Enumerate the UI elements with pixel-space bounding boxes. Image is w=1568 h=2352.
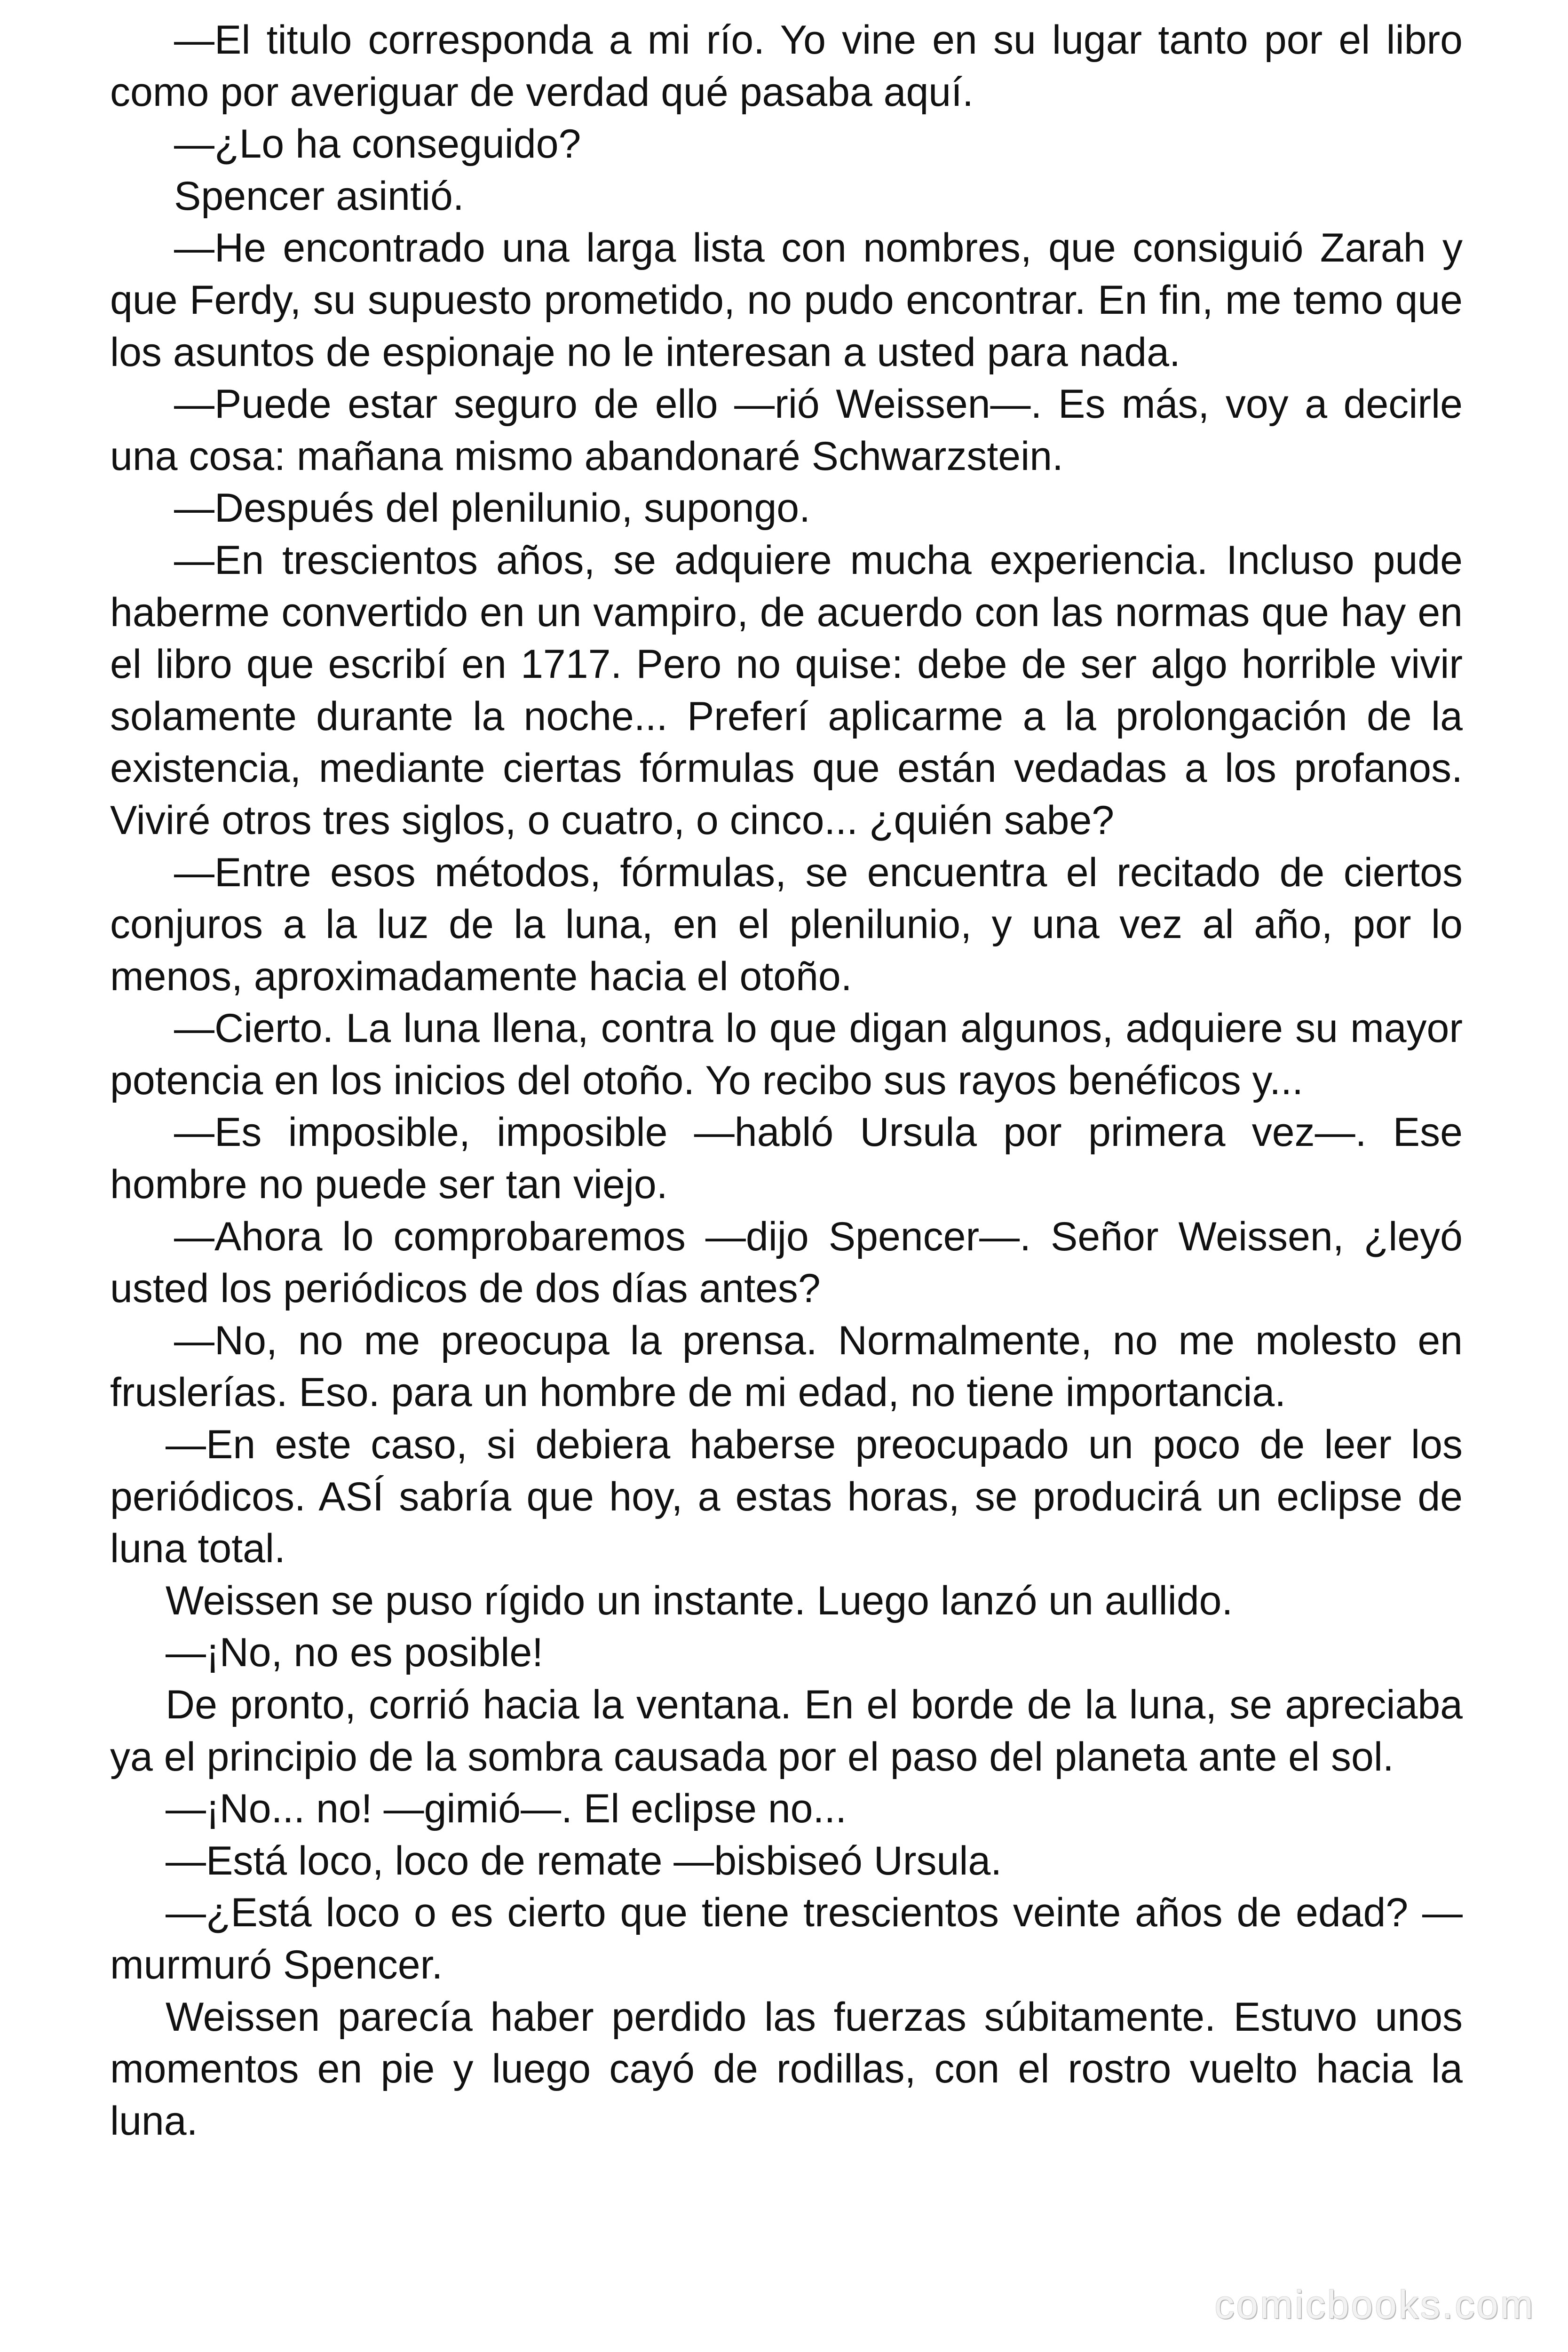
paragraph-17: —¡No... no! —gimió—. El eclipse no... bbox=[166, 1786, 847, 1832]
paragraph-10: —Es imposible, imposible —habló Ursula por primera vez—. Ese hombre no puede ser tan viejo. bbox=[110, 1110, 1463, 1208]
paragraph-12: —No, no me preocupa la prensa. Normalmente, no me molesto en fruslerías. Eso. para un hombre de mi edad, no tiene importancia. bbox=[110, 1318, 1463, 1415]
paragraph-16: De pronto, corrió hacia la ventana. En el borde de la luna, se apreciaba ya el principio de la sombra causada por el paso del planeta ante el sol. bbox=[110, 1682, 1463, 1780]
paragraph-13: —En este caso, si debiera haberse preocupado un poco de leer los periódicos. ASÍ sabría que hoy, a estas horas, se producirá un eclipse de luna total. bbox=[110, 1422, 1463, 1572]
watermark-text: comicbooks.com bbox=[1214, 2282, 1535, 2327]
paragraph-6: —Después del plenilunio, supongo. bbox=[174, 485, 811, 531]
paragraph-9: —Cierto. La luna llena, contra lo que digan algunos, adquiere su mayor potencia en los inicios del otoño. Yo recibo sus rayos benéficos y... bbox=[110, 1006, 1463, 1103]
paragraph-7: —En trescientos años, se adquiere mucha experiencia. Incluso pude haberme convertido en un vampiro, de acuerdo con las normas que hay en el libro que escribí en 1717. Pero no quise: debe de ser algo horrible vivir solamente durante la noche... Preferí aplicarme a la prolongación de la existencia, mediante ciertas fórmulas que están vedadas a los profanos. Viviré otros tres siglos, o cuatro, o cinco... ¿quién sabe? bbox=[110, 537, 1463, 843]
paragraph-18: —Está loco, loco de remate —bisbiseó Ursula. bbox=[166, 1838, 1002, 1883]
paragraph-15: —¡No, no es posible! bbox=[166, 1630, 544, 1676]
paragraph-11: —Ahora lo comprobaremos —dijo Spencer—. Señor Weissen, ¿leyó usted los periódicos de dos días antes? bbox=[110, 1214, 1463, 1311]
paragraph-14: Weissen se puso rígido un instante. Luego lanzó un aullido. bbox=[166, 1578, 1233, 1623]
paragraph-3: Spencer asintió. bbox=[174, 173, 464, 219]
paragraph-19: —¿Está loco o es cierto que tiene trescientos veinte años de edad? —murmuró Spencer. bbox=[110, 1890, 1463, 1987]
page-body-text bbox=[110, 14, 1463, 2147]
paragraph-1: —El titulo corresponda a mi río. Yo vine en su lugar tanto por el libro como por averiguar de verdad qué pasaba aquí. bbox=[110, 17, 1463, 115]
paragraph-2: —¿Lo ha conseguido? bbox=[174, 121, 581, 167]
paragraph-5: —Puede estar seguro de ello —rió Weissen—. Es más, voy a decirle una cosa: mañana mismo abandonaré Schwarzstein. bbox=[110, 381, 1463, 479]
paragraph-20: Weissen parecía haber perdido las fuerzas súbitamente. Estuvo unos momentos en pie y luego cayó de rodillas, con el rostro vuelto hacia la luna. bbox=[110, 1994, 1463, 2144]
paragraph-8: —Entre esos métodos, fórmulas, se encuentra el recitado de ciertos conjuros a la luz de la luna, en el plenilunio, y una vez al año, por lo menos, aproximadamente hacia el otoño. bbox=[110, 850, 1463, 999]
paragraph-4: —He encontrado una larga lista con nombres, que consiguió Zarah y que Ferdy, su supuesto prometido, no pudo encontrar. En fin, me temo que los asuntos de espionaje no le interesan a usted para nada. bbox=[110, 225, 1463, 375]
